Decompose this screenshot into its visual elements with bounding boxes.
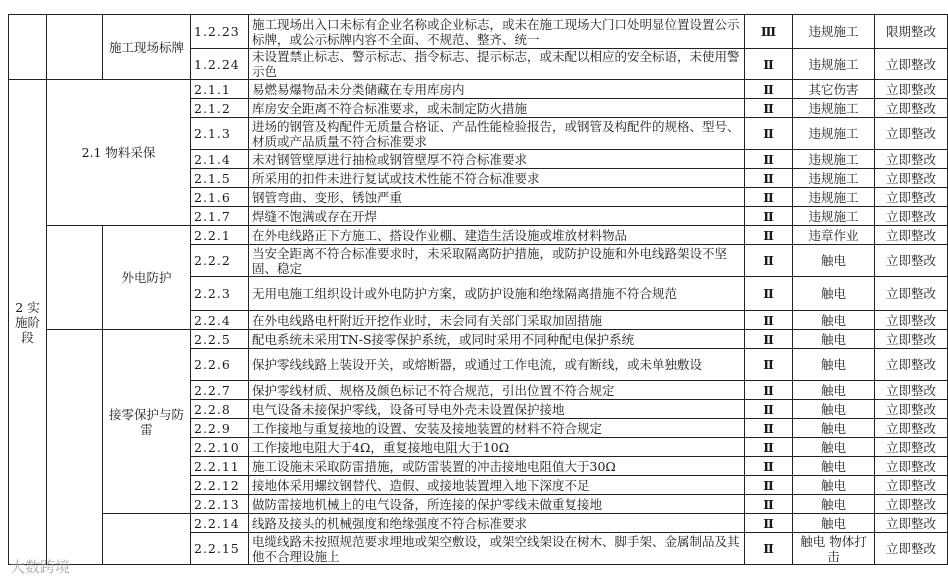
item-description: 工作接地与重复接地的设置、安装及接地装置的材料不符合规定 — [249, 419, 745, 438]
rectification-action: 立即整改 — [875, 150, 948, 169]
rectification-action: 立即整改 — [875, 207, 948, 226]
rectification-action: 立即整改 — [875, 438, 948, 457]
rectification-action: 立即整改 — [875, 330, 948, 349]
item-description: 工作接地电阻大于4Ω，重复接地电阻大于10Ω — [249, 438, 745, 457]
rectification-action: 立即整改 — [875, 514, 948, 533]
rectification-action: 立即整改 — [875, 476, 948, 495]
item-code: 2.2.11 — [191, 457, 249, 476]
hazard-grade: Ⅱ — [745, 277, 793, 311]
accident-category: 违规施工 — [793, 169, 875, 188]
section-cell: 外电防护 — [103, 226, 191, 330]
accident-category: 触电 — [793, 400, 875, 419]
accident-category: 违规施工 — [793, 188, 875, 207]
watermark-text: 大数跨境 — [10, 558, 71, 576]
accident-category: 触电 — [793, 476, 875, 495]
item-description: 保护零线线路上装设开关，或熔断器，或通过工作电流，或有断线，或未单独敷设 — [249, 349, 745, 381]
accident-category: 违规施工 — [793, 15, 875, 49]
item-description: 钢管弯曲、变形、锈蚀严重 — [249, 188, 745, 207]
accident-category: 触电 — [793, 245, 875, 277]
rectification-action: 立即整改 — [875, 457, 948, 476]
table-row — [9, 226, 948, 245]
accident-category: 触电 物体打击 — [793, 533, 875, 565]
hazard-grade: Ⅲ — [745, 15, 793, 49]
rectification-action: 立即整改 — [875, 381, 948, 400]
hazard-grade: Ⅱ — [745, 438, 793, 457]
empty-stage-cell — [9, 15, 47, 80]
item-description: 配电系统未采用TN-S接零保护系统，或同时采用不同种配电保护系统 — [249, 330, 745, 349]
rectification-action: 立即整改 — [875, 245, 948, 277]
hazard-grade: Ⅱ — [745, 330, 793, 349]
item-description: 保护零线材质、规格及颜色标记不符合规范，引出位置不符合规定 — [249, 381, 745, 400]
accident-category: 触电 — [793, 495, 875, 514]
item-code: 2.2.8 — [191, 400, 249, 419]
rectification-action: 立即整改 — [875, 400, 948, 419]
rectification-action: 立即整改 — [875, 277, 948, 311]
item-code: 2.2.6 — [191, 349, 249, 381]
stage-cell: 2 实施阶段 — [9, 80, 47, 565]
item-description: 电气设备未接保护零线，设备可导电外壳未设置保护接地 — [249, 400, 745, 419]
rectification-action: 立即整改 — [875, 495, 948, 514]
table-row — [9, 15, 948, 49]
item-description: 无用电施工组织设计或外电防护方案，或防护设施和绝缘隔离措施不符合规范 — [249, 277, 745, 311]
item-code: 2.2.3 — [191, 277, 249, 311]
rectification-action: 立即整改 — [875, 49, 948, 80]
item-code: 2.2.1 — [191, 226, 249, 245]
accident-category: 触电 — [793, 419, 875, 438]
section-cell: 2.1 物料采保 — [47, 80, 191, 226]
item-code: 2.2.15 — [191, 533, 249, 565]
empty-section-cell — [103, 514, 191, 565]
item-code: 2.1.6 — [191, 188, 249, 207]
item-description: 电缆线路未按照规范要求埋地或架空敷设，或架空线架设在树木、脚手架、金属制品及其他不合理设施上 — [249, 533, 745, 565]
item-code: 2.2.7 — [191, 381, 249, 400]
item-description: 施工设施未采取防雷措施，或防雷装置的冲击接地电阻值大于30Ω — [249, 457, 745, 476]
rectification-action: 立即整改 — [875, 80, 948, 99]
item-code: 2.2.5 — [191, 330, 249, 349]
hazard-grade: Ⅱ — [745, 381, 793, 400]
rectification-action: 限期整改 — [875, 15, 948, 49]
hazard-grade: Ⅱ — [745, 150, 793, 169]
rectification-action: 立即整改 — [875, 99, 948, 118]
table-row — [9, 514, 948, 533]
hazard-table — [8, 14, 948, 565]
item-code: 2.2.9 — [191, 419, 249, 438]
accident-category: 触电 — [793, 311, 875, 330]
item-code: 2.2.4 — [191, 311, 249, 330]
item-code: 2.2.12 — [191, 476, 249, 495]
empty-sub-cell — [47, 330, 103, 565]
accident-category: 触电 — [793, 381, 875, 400]
item-code: 2.1.4 — [191, 150, 249, 169]
accident-category: 违规施工 — [793, 49, 875, 80]
rectification-action: 立即整改 — [875, 419, 948, 438]
item-description: 施工现场出入口未标有企业名称或企业标志，或未在施工现场大门口处明显位置设置公示标牌，或公示标牌内容不全面、不规范、整齐、统一 — [249, 15, 745, 49]
hazard-grade: Ⅱ — [745, 349, 793, 381]
accident-category: 违规施工 — [793, 207, 875, 226]
rectification-action: 立即整改 — [875, 169, 948, 188]
item-description: 易燃易爆物品未分类储藏在专用库房内 — [249, 80, 745, 99]
accident-category: 违规施工 — [793, 99, 875, 118]
item-description: 在外电线路电杆附近开挖作业时，未会同有关部门采取加固措施 — [249, 311, 745, 330]
accident-category: 触电 — [793, 349, 875, 381]
table-row — [9, 80, 948, 99]
item-description: 在外电线路正下方施工、搭设作业棚、建造生活设施或堆放材料物品 — [249, 226, 745, 245]
accident-category: 其它伤害 — [793, 80, 875, 99]
item-description: 做防雷接地机械上的电气设备，所连接的保护零线未做重复接地 — [249, 495, 745, 514]
item-description: 所采用的扣件未进行复试或技术性能不符合标准要求 — [249, 169, 745, 188]
accident-category: 触电 — [793, 330, 875, 349]
item-description: 当安全距离不符合标准要求时，未采取隔离防护措施，或防护设施和外电线路架设不坚固、稳定 — [249, 245, 745, 277]
empty-sub-cell — [47, 15, 103, 80]
section-cell: 接零保护与防雷 — [103, 330, 191, 514]
rectification-action: 立即整改 — [875, 226, 948, 245]
item-description: 线路及接头的机械强度和绝缘强度不符合标准要求 — [249, 514, 745, 533]
rectification-action: 立即整改 — [875, 349, 948, 381]
item-code: 2.2.14 — [191, 514, 249, 533]
hazard-grade: Ⅱ — [745, 400, 793, 419]
hazard-grade: Ⅱ — [745, 80, 793, 99]
hazard-grade: Ⅱ — [745, 169, 793, 188]
accident-category: 触电 — [793, 514, 875, 533]
item-description: 焊缝不饱满或存在开焊 — [249, 207, 745, 226]
item-code: 2.1.1 — [191, 80, 249, 99]
item-description: 未对钢管壁厚进行抽检或钢管壁厚不符合标准要求 — [249, 150, 745, 169]
item-code: 1.2.24 — [191, 49, 249, 80]
rectification-action: 立即整改 — [875, 533, 948, 565]
item-code: 2.1.2 — [191, 99, 249, 118]
item-code: 2.2.2 — [191, 245, 249, 277]
hazard-grade: Ⅱ — [745, 476, 793, 495]
rectification-action: 立即整改 — [875, 311, 948, 330]
hazard-grade: Ⅱ — [745, 495, 793, 514]
section-cell: 施工现场标牌 — [103, 15, 191, 80]
accident-category: 违规施工 — [793, 118, 875, 150]
accident-category: 触电 — [793, 277, 875, 311]
item-code: 2.1.5 — [191, 169, 249, 188]
item-description: 进场的钢管及构配件无质量合格证、产品性能检验报告，或钢管及构配件的规格、型号、材质或产品质量不符合标准要求 — [249, 118, 745, 150]
rectification-action: 立即整改 — [875, 188, 948, 207]
hazard-grade: Ⅱ — [745, 514, 793, 533]
hazard-grade: Ⅱ — [745, 99, 793, 118]
item-code: 2.2.13 — [191, 495, 249, 514]
accident-category: 触电 — [793, 438, 875, 457]
hazard-grade: Ⅱ — [745, 419, 793, 438]
hazard-grade: Ⅱ — [745, 245, 793, 277]
hazard-grade: Ⅱ — [745, 533, 793, 565]
item-code: 2.1.7 — [191, 207, 249, 226]
item-code: 2.2.10 — [191, 438, 249, 457]
accident-category: 违规施工 — [793, 150, 875, 169]
rectification-action: 立即整改 — [875, 118, 948, 150]
item-description: 接地体采用螺纹钢替代、造假、或接地装置埋入地下深度不足 — [249, 476, 745, 495]
hazard-grade: Ⅱ — [745, 311, 793, 330]
hazard-grade: Ⅱ — [745, 226, 793, 245]
hazard-grade: Ⅱ — [745, 457, 793, 476]
item-code: 2.1.3 — [191, 118, 249, 150]
hazard-grade: Ⅱ — [745, 49, 793, 80]
accident-category: 违章作业 — [793, 226, 875, 245]
hazard-grade: Ⅱ — [745, 118, 793, 150]
table-row — [9, 330, 948, 349]
empty-sub-cell — [47, 226, 103, 330]
hazard-grade: Ⅱ — [745, 207, 793, 226]
item-code: 1.2.23 — [191, 15, 249, 49]
item-description: 库房安全距离不符合标准要求，或未制定防火措施 — [249, 99, 745, 118]
item-description: 未设置禁止标志、警示标志、指令标志、提示标志，或未配以相应的安全标语，未使用警示色 — [249, 49, 745, 80]
accident-category: 触电 — [793, 457, 875, 476]
hazard-grade: Ⅱ — [745, 188, 793, 207]
